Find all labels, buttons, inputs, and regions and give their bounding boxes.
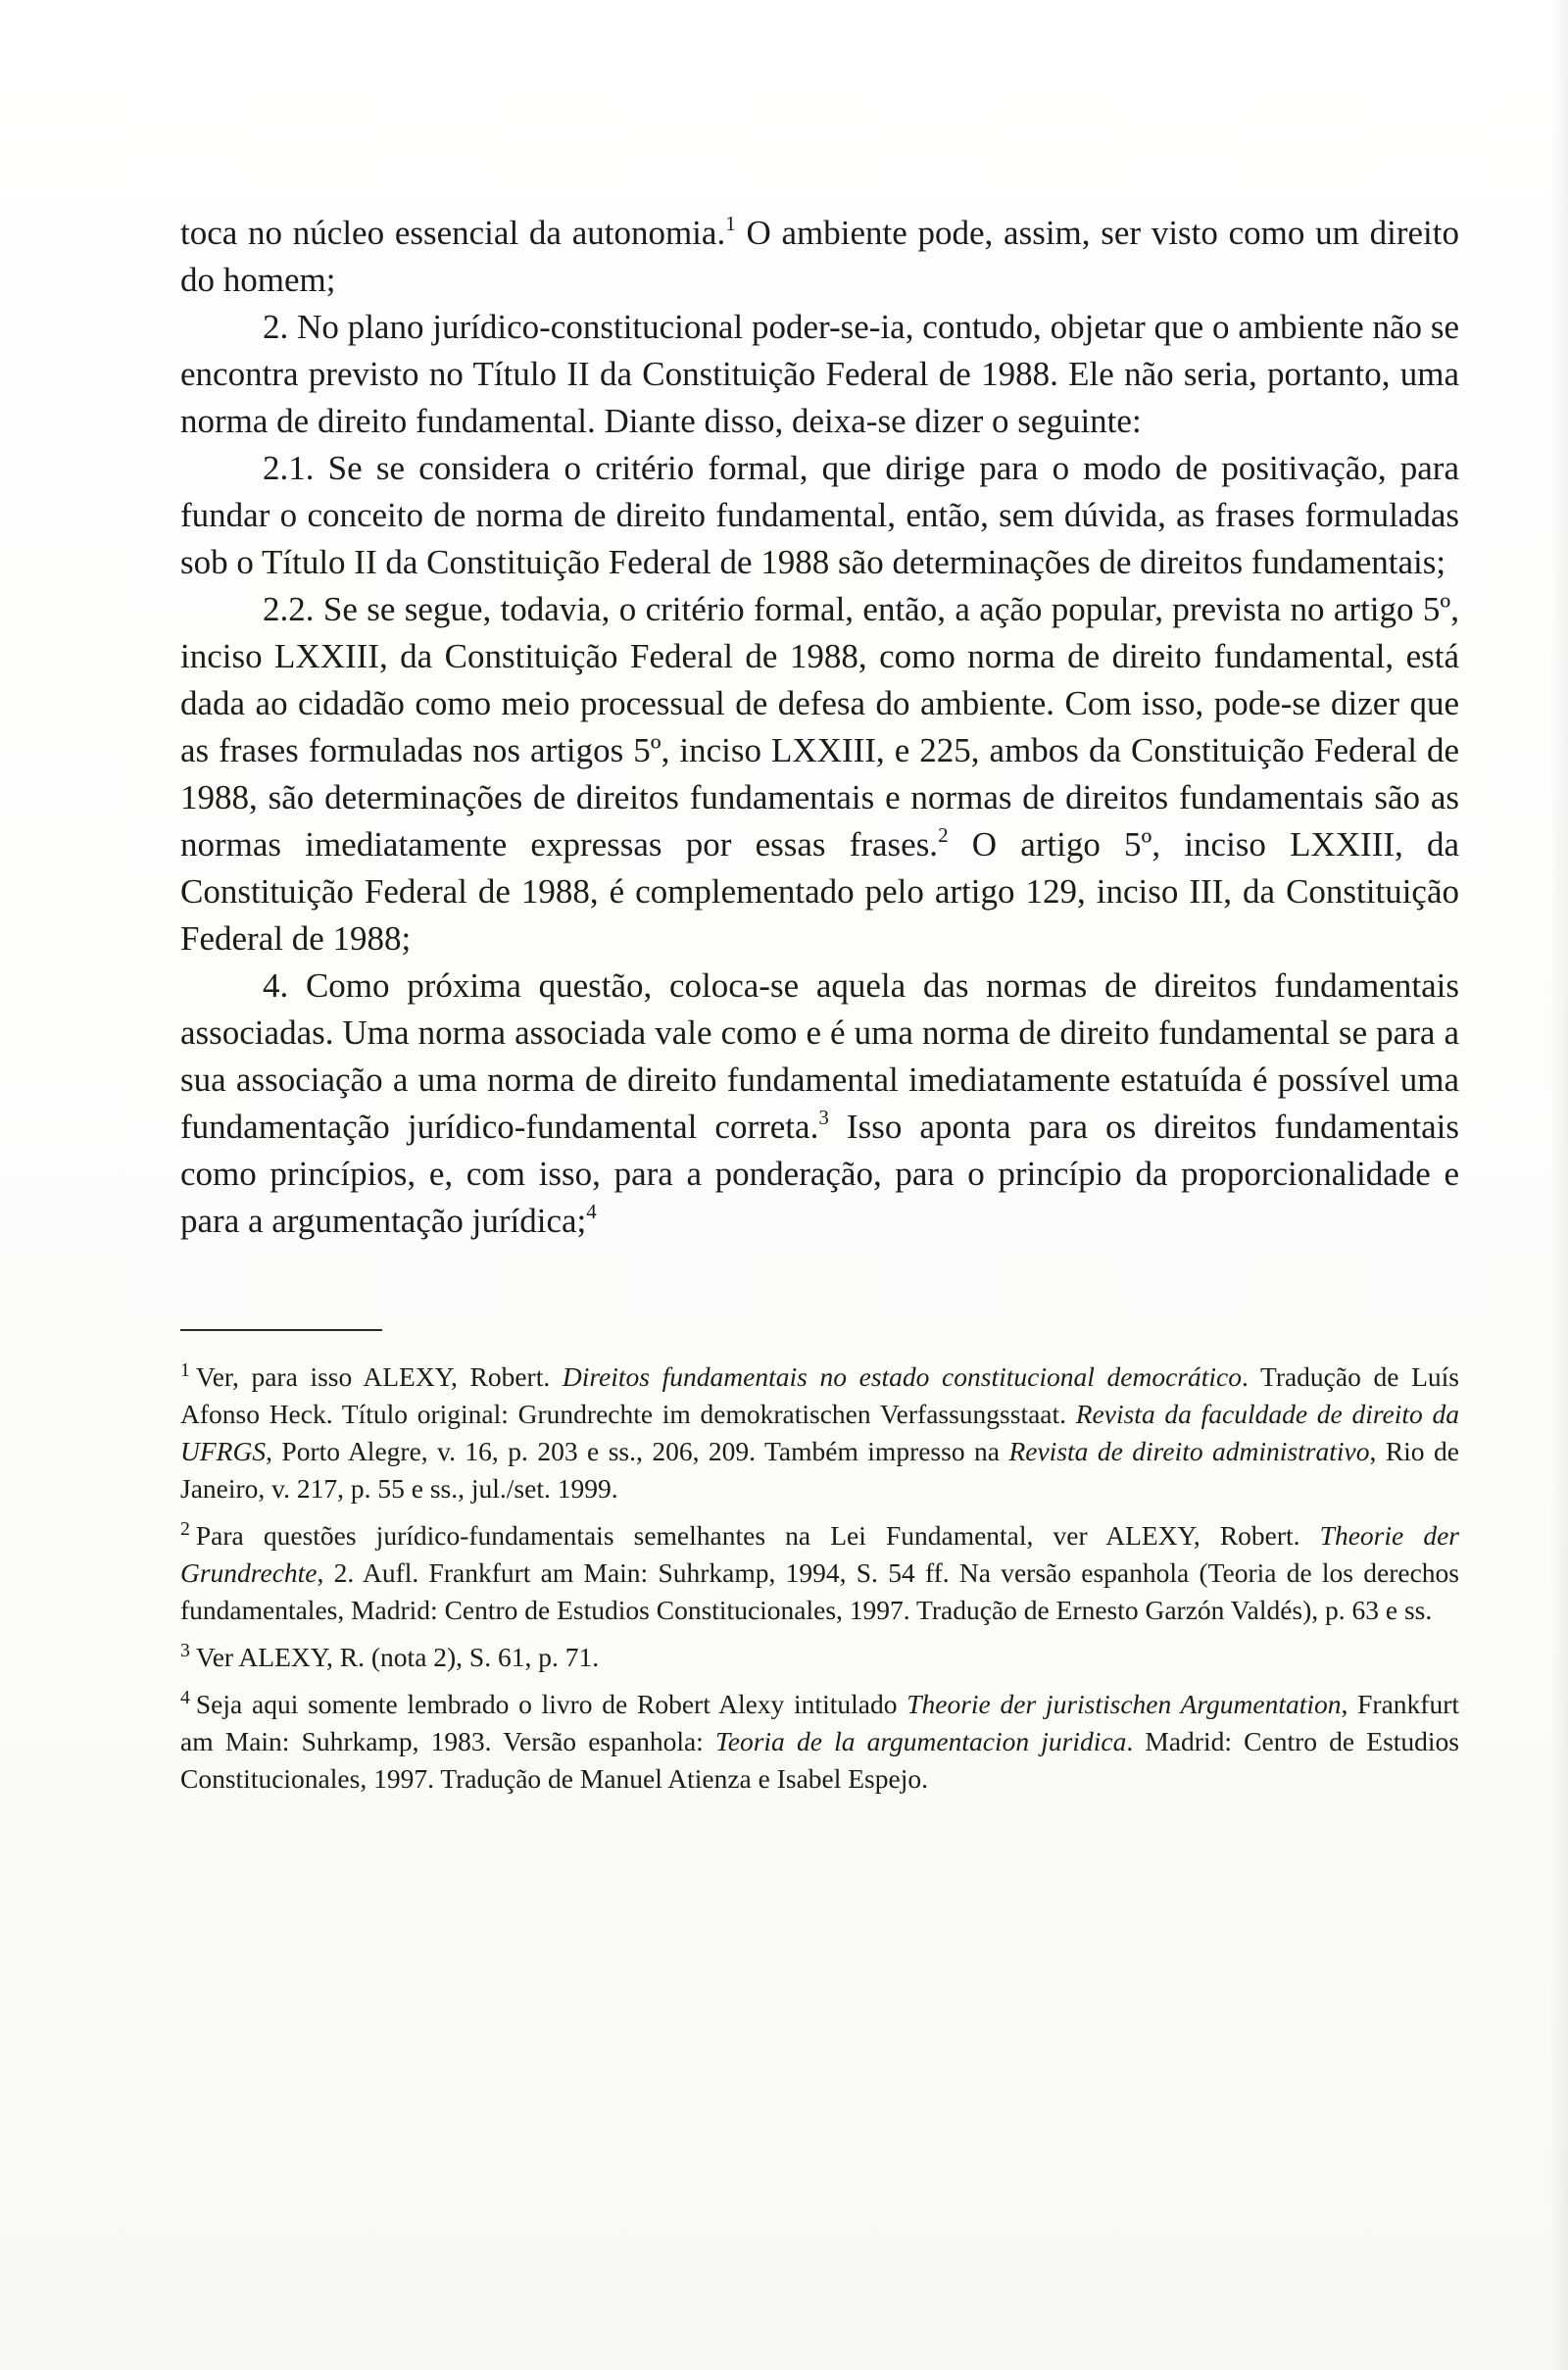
scan-edge-shadow bbox=[1550, 0, 1568, 2370]
footnote-ref-3[interactable]: 3 bbox=[818, 1106, 829, 1130]
paragraph-2-1: 2.1. Se se considera o critério formal, que dirige para o modo de positivação, para fundar o conceito de norma de direito fundamental, então, sem dúvida, as frases formuladas sob o Título II da Constituição Federal de 1988 são determinações de direitos fundamentais; bbox=[180, 449, 1459, 581]
footnote-4: $^4$ Seja aqui somente lembrado o livro de Robert Alexy intitulado Theorie der juristischen Argumentation, Frankfurt am Main: Suhrkamp, 1983. Versão espanhola: Teoria de la argumentacion juridica. Madrid: Centro de Estudios Constitucionales, 1997. Tradução de Manuel Atienza e Isabel Espejo. bbox=[180, 1686, 1459, 1794]
body-text bbox=[180, 210, 1459, 1245]
footnote-3: $^3$ Ver ALEXY, R. (nota 2), S. 61, p. 71. bbox=[180, 1639, 600, 1672]
footnote-ref-4[interactable]: 4 bbox=[586, 1200, 597, 1224]
paragraph-4: 4. Como próxima questão, coloca-se aquela das normas de direitos fundamentais associadas. Uma norma associada vale como e é uma norma de direito fundamental se para a sua associação a uma norma de direito fundamental imediatamente estatuída é possível uma fundamentação jurídico-fundamental correta.$^3$ Isso aponta para os direitos fundamentais como princípios, e, com isso, para a ponderação, para o princípio da proporcionalidade e para a argumentação jurídica;$^4$ bbox=[180, 966, 1459, 1240]
footnote-mark-4: 4 bbox=[180, 1686, 190, 1708]
page-content bbox=[180, 210, 1459, 1807]
footnote-mark-2: 2 bbox=[180, 1517, 190, 1540]
footnote-mark-1: 1 bbox=[180, 1358, 190, 1381]
paragraph-1: toca no núcleo essencial da autonomia.$^1$ O ambiente pode, assim, ser visto como um direito do homem; bbox=[180, 212, 1459, 299]
paragraph-2: 2. No plano jurídico-constitucional poder-se-ia, contudo, objetar que o ambiente não se encontra previsto no Título II da Constituição Federal de 1988. Ele não seria, portanto, uma norma de direito fundamental. Diante disso, deixa-se dizer o seguinte: bbox=[180, 308, 1459, 440]
footnote-divider bbox=[180, 1329, 382, 1331]
footnote-1: $^1$ Ver, para isso ALEXY, Robert. Direitos fundamentais no estado constitucional democrático. Tradução de Luís Afonso Heck. Título original: Grundrechte im demokratischen Verfassungsstaat. Revista da faculdade de direito da UFRGS, Porto Alegre, v. 16, p. 203 e ss., 206, 209. Também impresso na Revista de direito administrativo, Rio de Janeiro, v. 217, p. 55 e ss., jul./set. 1999. bbox=[180, 1358, 1459, 1504]
footnote-ref-1[interactable]: 1 bbox=[725, 212, 736, 236]
footnote-2: $^2$ Para questões jurídico-fundamentais semelhantes na Lei Fundamental, ver ALEXY, Robert. Theorie der Grundrechte, 2. Aufl. Frankfurt am Main: Suhrkamp, 1994, S. 54 ff. Na versão espanhola (Teoria de los derechos fundamentales, Madrid: Centro de Estudios Constitucionales, 1997. Tradução de Ernesto Garzón Valdés), p. 63 e ss. bbox=[180, 1517, 1459, 1625]
footnote-ref-2[interactable]: 2 bbox=[938, 823, 949, 848]
footnotes bbox=[180, 1358, 1459, 1798]
footnote-mark-3: 3 bbox=[180, 1639, 190, 1661]
paragraph-2-2: 2.2. Se se segue, todavia, o critério formal, então, a ação popular, prevista no artigo 5º, inciso LXXIII, da Constituição Federal de 1988, como norma de direito fundamental, está dada ao cidadão como meio processual de defesa do ambiente. Com isso, pode-se dizer que as frases formuladas nos artigos 5º, inciso LXXIII, e 225, ambos da Constituição Federal de 1988, são determinações de direitos fundamentais e normas de direitos fundamentais são as normas imediatamente expressas por essas frases.$^2$ O artigo 5º, inciso LXXIII, da Constituição Federal de 1988, é complementado pelo artigo 129, inciso III, da Constituição Federal de 1988; bbox=[180, 590, 1459, 958]
